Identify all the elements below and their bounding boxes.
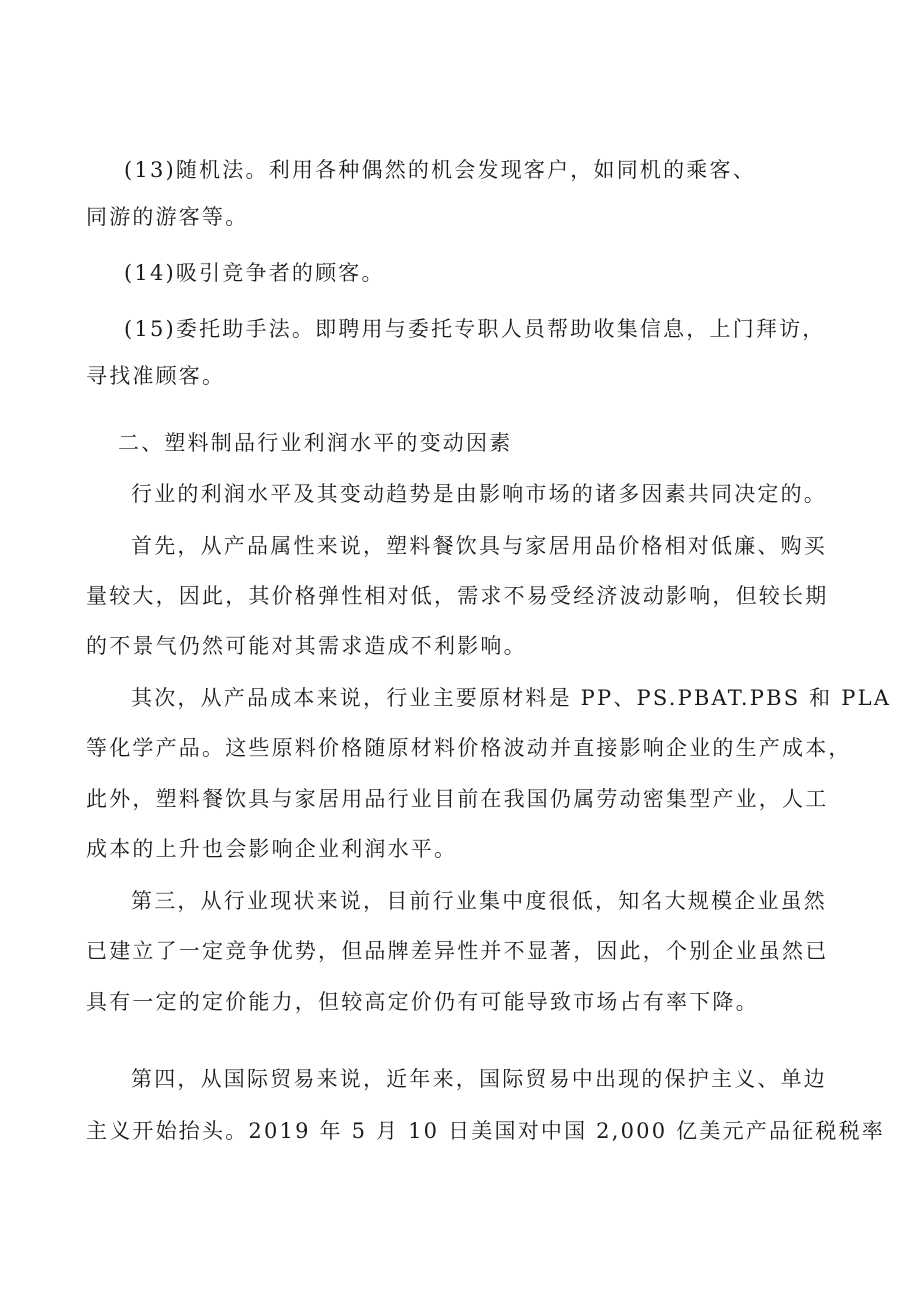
list-item-15: (15)委托助手法。即聘用与委托专职人员帮助收集信息，上门拜访， [124,317,826,341]
list-item-13: (13)随机法。利用各种偶然的机会发现客户，如同机的乘客、 [124,158,756,182]
list-item-15-continued: 寻找准顾客。 [86,364,226,388]
paragraph-third-line-3: 具有一定的定价能力，但较高定价仍有可能导致市场占有率下降。 [86,990,759,1014]
paragraph-first-line-3: 的不景气仍然可能对其需求造成不利影响。 [86,634,527,658]
paragraph-fourth-line-1: 第四，从国际贸易来说，近年来，国际贸易中出现的保护主义、单边 [131,1067,827,1091]
paragraph-third-line-1: 第三，从行业现状来说，目前行业集中度很低，知名大规模企业虽然 [131,889,827,913]
paragraph-second-line-2: 等化学产品。这些原料价格随原材料价格波动并直接影响企业的生产成本， [86,736,852,760]
paragraph-fourth-line-2: 主义开始抬头。2019 年 5 月 10 日美国对中国 2,000 亿美元产品征税税率 [86,1119,885,1143]
paragraph-third-line-2: 已建立了一定竞争优势，但品牌差异性并不显著，因此，个别企业虽然已 [86,939,829,963]
paragraph-second-line-3: 此外，塑料餐饮具与家居用品行业目前在我国仍属劳动密集型产业，人工 [86,787,829,811]
paragraph-first-line-1: 首先，从产品属性来说，塑料餐饮具与家居用品价格相对低廉、购买 [131,534,827,558]
paragraph-first-line-2: 量较大，因此，其价格弹性相对低，需求不易受经济波动影响，但较长期 [86,584,829,608]
list-item-14: (14)吸引竞争者的顾客。 [124,261,385,285]
paragraph-second-line-1: 其次，从产品成本来说，行业主要原材料是 PP、PS.PBAT.PBS 和 PLA [131,686,892,710]
section-heading: 二、塑料制品行业利润水平的变动因素 [118,431,513,455]
list-item-13-continued: 同游的游客等。 [86,205,249,229]
paragraph-second-line-4: 成本的上升也会影响企业利润水平。 [86,837,458,861]
paragraph-intro: 行业的利润水平及其变动趋势是由影响市场的诸多因素共同决定的。 [131,482,827,506]
